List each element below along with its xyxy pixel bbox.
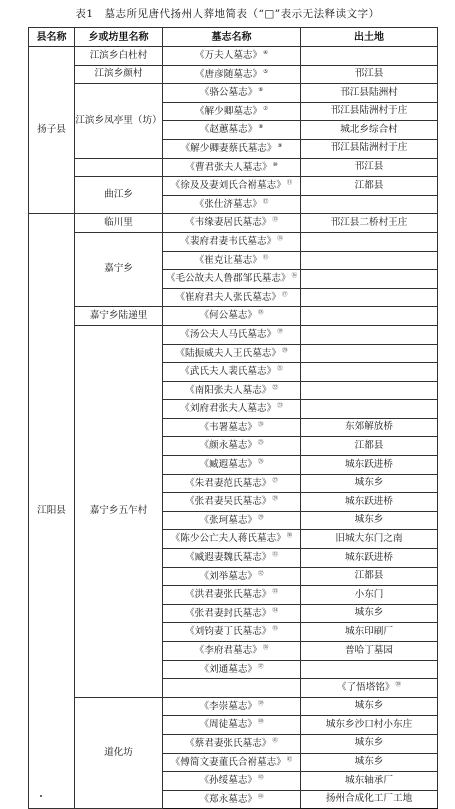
- site-cell: [301, 47, 438, 66]
- epitaph-title: 《唐彦随墓志》: [194, 68, 263, 80]
- epitaph-cell: [163, 456, 301, 475]
- site-cell: [301, 363, 438, 382]
- epitaph-title: 《颜永墓志》: [199, 440, 258, 452]
- epitaph-title: 《毛公故夫人鲁郡邹氏墓志》: [165, 273, 291, 285]
- header-site: 出土地: [301, 28, 438, 47]
- epitaph-cell: [163, 734, 301, 753]
- epitaph-title: 《刘通墓志》: [199, 663, 258, 675]
- footnote-marker: ⑪: [286, 180, 293, 187]
- epitaph-cell: [163, 214, 301, 233]
- epitaph-title: 《解少卿妻蔡氏墓志》: [180, 142, 277, 154]
- site-cell: [301, 251, 438, 270]
- header-county: 县名称: [29, 28, 75, 47]
- epitaph-cell: [163, 530, 301, 549]
- epitaph-title: 《张君妻吴氏墓志》: [185, 496, 272, 508]
- area-cell: 嘉宁乡五乍村: [75, 325, 163, 697]
- footnote-marker: ⑬: [272, 217, 278, 224]
- epitaph-title: 《陈少公亡夫人蒋氏墓志》: [170, 533, 286, 545]
- epitaph-title: 《何公墓志》: [199, 310, 258, 322]
- epitaph-title: 《韦缘妻居氏墓志》: [185, 217, 272, 229]
- site-cell: 邗江县陆洲村于庄: [301, 139, 438, 158]
- site-cell: 城东乡: [301, 753, 438, 772]
- epitaph-title: 《朱君妻范氏墓志》: [185, 477, 272, 489]
- site-cell: 江都县: [301, 567, 438, 586]
- site-cell: 城东跃进桥: [301, 456, 438, 475]
- site-cell: 城东乡沙口村小东庄: [301, 716, 438, 735]
- site-cell: [301, 270, 438, 289]
- area-cell: 江滨乡凤亭里（坊）: [75, 84, 163, 158]
- area-cell: 临川里: [75, 214, 163, 233]
- epitaph-cell: [163, 251, 301, 270]
- footnote-marker: ⑳: [282, 347, 288, 354]
- epitaph-cell: [163, 344, 301, 363]
- epitaph-title: 《解少卿墓志》: [194, 105, 263, 117]
- epitaph-title: 《南阳张夫人墓志》: [185, 384, 272, 396]
- site-cell: [301, 307, 438, 326]
- epitaph-title: 《崔府君夫人张氏墓志》: [175, 291, 281, 303]
- epitaph-title: 《了悟塔铭》: [336, 682, 395, 694]
- epitaph-title: 《韦署墓志》: [199, 421, 258, 433]
- epitaph-title: 《骆公墓志》: [199, 87, 258, 99]
- epitaph-title: 《李崇墓志》: [199, 700, 258, 712]
- footnote-marker: ㊶: [272, 737, 278, 744]
- epitaph-cell: [163, 586, 301, 605]
- footnote-marker: ⑩: [272, 161, 278, 168]
- footnote-marker: ⑱: [258, 310, 264, 317]
- table-row: [29, 84, 438, 103]
- epitaph-title: 《周徒墓志》: [199, 719, 258, 731]
- county-cell: 扬子县: [29, 47, 75, 214]
- epitaph-title: 《臧遐妻魏氏墓志》: [185, 552, 272, 564]
- epitaph-cell: [163, 716, 301, 735]
- footnote-marker: ㊳: [395, 682, 402, 689]
- epitaph-cell: [163, 437, 301, 456]
- site-cell: 邗江县陆洲村于庄: [301, 102, 438, 121]
- footnote-marker: ㉙: [258, 514, 264, 521]
- county-cell: 江阳县: [29, 214, 75, 809]
- site-cell: 扬州合成化工厂工地: [301, 790, 438, 809]
- table-row: [29, 47, 438, 66]
- footnote-marker: ⑧: [258, 124, 264, 131]
- epitaph-cell: [163, 753, 301, 772]
- table-caption: 表1 墓志所见唐代扬州人葬地简表（“□”表示无法释读文字）: [75, 8, 380, 20]
- footnote-marker: ⑨: [277, 142, 283, 149]
- epitaph-title: 《万夫人墓志》: [194, 50, 263, 62]
- footnote-marker: ㉓: [277, 403, 283, 410]
- site-cell: [301, 325, 438, 344]
- footnote-marker: ㊸: [258, 775, 264, 782]
- area-cell: 江滨乡白杜村: [75, 47, 163, 66]
- table-row: [29, 177, 438, 196]
- footnote-marker: ㉔: [258, 421, 264, 428]
- table-row: [29, 214, 438, 233]
- epitaph-title: 《傅简文妻董氏合祔墓志》: [170, 756, 286, 768]
- site-cell: 邗江县: [301, 65, 438, 84]
- epitaph-cell: [163, 790, 301, 809]
- table-row: [29, 65, 438, 84]
- epitaph-cell: [163, 158, 301, 177]
- epitaph-title: 《刘钧妻丁氏墓志》: [185, 626, 272, 638]
- footnote-marker: ㉑: [277, 366, 283, 373]
- epitaph-cell: [163, 270, 301, 289]
- epitaph-title: 《汤公夫人马氏墓志》: [180, 328, 277, 340]
- page-dot: [40, 795, 42, 797]
- site-cell: [301, 232, 438, 251]
- site-cell: 城东乡: [301, 604, 438, 623]
- epitaph-title: 《张仕济墓志》: [194, 198, 262, 210]
- epitaph-cell: [301, 679, 438, 698]
- header-epitaph: 墓志名称: [163, 28, 301, 47]
- area-cell: 曲江乡: [75, 177, 163, 214]
- epitaph-title: 《洪君妻张氏墓志》: [185, 589, 272, 601]
- epitaph-title: 《曹君张夫人墓志》: [185, 161, 272, 173]
- area-cell: 江滨乡颜村: [75, 65, 163, 84]
- table-row: [29, 697, 438, 716]
- table-body: [29, 47, 438, 809]
- footnote-marker: ㉚: [286, 533, 293, 540]
- epitaph-title: 《李府君墓志》: [194, 645, 262, 657]
- site-cell: 城北乡综合村: [301, 121, 438, 140]
- site-cell: 城东印刷厂: [301, 623, 438, 642]
- footnote-marker: ㉟: [272, 626, 278, 633]
- header-row: [29, 28, 438, 47]
- footnote-marker: ⑯: [291, 273, 298, 280]
- epitaph-cell: [163, 232, 301, 251]
- epitaph-cell: [163, 102, 301, 121]
- footnote-marker: ㊴: [258, 700, 264, 707]
- footnote-marker: ㉖: [258, 459, 264, 466]
- epitaph-cell: [163, 660, 301, 679]
- epitaph-cell: [163, 642, 301, 661]
- footnote-marker: ㊱: [262, 645, 269, 652]
- site-cell: 城东轴承厂: [301, 772, 438, 791]
- epitaph-cell: [163, 307, 301, 326]
- table-row: [29, 232, 438, 251]
- footnote-marker: ㉒: [272, 384, 278, 391]
- epitaph-cell: [163, 363, 301, 382]
- epitaph-cell: [163, 84, 301, 103]
- footnote-marker: ㉘: [272, 496, 278, 503]
- footnote-marker: ㉜: [258, 570, 264, 577]
- epitaph-cell: [163, 549, 301, 568]
- footnote-marker: ⑤: [263, 68, 269, 75]
- epitaph-cell: [163, 772, 301, 791]
- footnote-marker: ㊵: [258, 719, 264, 726]
- epitaph-cell: [163, 697, 301, 716]
- epitaph-title: 《刘举墓志》: [199, 570, 258, 582]
- epitaph-title: 《孙绥墓志》: [199, 775, 258, 787]
- site-cell: [301, 400, 438, 419]
- epitaph-title: 《刘府君张夫人墓志》: [180, 403, 277, 415]
- epitaph-cell: [163, 288, 301, 307]
- table-row: [29, 307, 438, 326]
- site-cell: 邗江县: [301, 158, 438, 177]
- epitaph-cell: [163, 604, 301, 623]
- footnote-marker: ⑮: [262, 254, 269, 261]
- footnote-marker: ㉝: [272, 589, 278, 596]
- epitaph-title: 《徐及及妻刘氏合祔墓志》: [170, 180, 286, 192]
- epitaph-cell: [163, 47, 301, 66]
- footnote-marker: ㊷: [286, 756, 293, 763]
- epitaph-title: 《陆振威夫人王氏墓志》: [175, 347, 281, 359]
- epitaph-cell: [163, 195, 301, 214]
- epitaph-title: 《张君妻封氏墓志》: [185, 607, 272, 619]
- epitaph-title: 《裴府君妻韦氏墓志》: [180, 235, 277, 247]
- epitaph-cell: [163, 400, 301, 419]
- footnote-marker: ⑭: [277, 235, 283, 242]
- table-row: [29, 158, 438, 177]
- footnote-marker: ㉕: [258, 440, 264, 447]
- epitaph-title: 《崔克让墓志》: [194, 254, 262, 266]
- site-cell: 东郊解放桥: [301, 418, 438, 437]
- epitaph-cell: [163, 567, 301, 586]
- site-cell: [301, 381, 438, 400]
- site-cell: 江都县: [301, 177, 438, 196]
- epitaph-title: 《蔡君妻张氏墓志》: [185, 737, 272, 749]
- epitaph-cell: [163, 381, 301, 400]
- epitaph-title: 《郑永墓志》: [199, 793, 258, 805]
- site-cell: [301, 344, 438, 363]
- site-cell: 城东乡: [301, 511, 438, 530]
- site-cell: 普哈丁墓园: [301, 642, 438, 661]
- epitaph-cell: [163, 65, 301, 84]
- tomb-table: [28, 27, 438, 809]
- site-cell: [301, 288, 438, 307]
- epitaph-title: 《武氏夫人裴氏墓志》: [180, 366, 277, 378]
- epitaph-cell: [163, 139, 301, 158]
- footnote-marker: ⑰: [282, 291, 288, 298]
- area-cell: 嘉宁乡陆递里: [75, 307, 163, 326]
- area-cell: [163, 679, 301, 698]
- site-cell: [301, 195, 438, 214]
- site-cell: 城东乡: [301, 474, 438, 493]
- site-cell: [301, 660, 438, 679]
- footnote-marker: ⑫: [262, 198, 269, 205]
- epitaph-cell: [163, 418, 301, 437]
- epitaph-cell: [163, 511, 301, 530]
- epitaph-cell: [163, 177, 301, 196]
- site-cell: 城东跃进桥: [301, 493, 438, 512]
- header-area: 乡或坊里名称: [75, 28, 163, 47]
- site-cell: 旧城大东门之南: [301, 530, 438, 549]
- epitaph-title: 《赵蕙墓志》: [199, 124, 258, 136]
- footnote-marker: ⑲: [277, 328, 283, 335]
- site-cell: 邗江县二桥村王庄: [301, 214, 438, 233]
- footnote-marker: ⑦: [263, 105, 269, 112]
- epitaph-cell: [163, 623, 301, 642]
- footnote-marker: ④: [263, 50, 269, 57]
- footnote-marker: ㉛: [272, 552, 278, 559]
- site-cell: 小东门: [301, 586, 438, 605]
- epitaph-title: 《张珂墓志》: [199, 514, 258, 526]
- site-cell: 城东乡: [301, 697, 438, 716]
- site-cell: 城东跃进桥: [301, 549, 438, 568]
- area-cell: 嘉宁乡: [75, 232, 163, 306]
- footnote-marker: ㉗: [272, 477, 278, 484]
- area-cell: 道化坊: [75, 697, 163, 809]
- epitaph-cell: [163, 121, 301, 140]
- epitaph-title: 《臧遐墓志》: [199, 459, 258, 471]
- footnote-marker: ㊹: [258, 793, 264, 800]
- area-cell: [75, 158, 163, 177]
- epitaph-cell: [163, 474, 301, 493]
- footnote-marker: ㊲: [258, 663, 264, 670]
- footnote-marker: ㉞: [272, 607, 278, 614]
- epitaph-cell: [163, 493, 301, 512]
- site-cell: 邗江县陆洲村: [301, 84, 438, 103]
- epitaph-cell: [163, 325, 301, 344]
- table-row: [29, 325, 438, 344]
- site-cell: 城东乡: [301, 734, 438, 753]
- footnote-marker: ⑥: [258, 87, 264, 94]
- site-cell: 江都县: [301, 437, 438, 456]
